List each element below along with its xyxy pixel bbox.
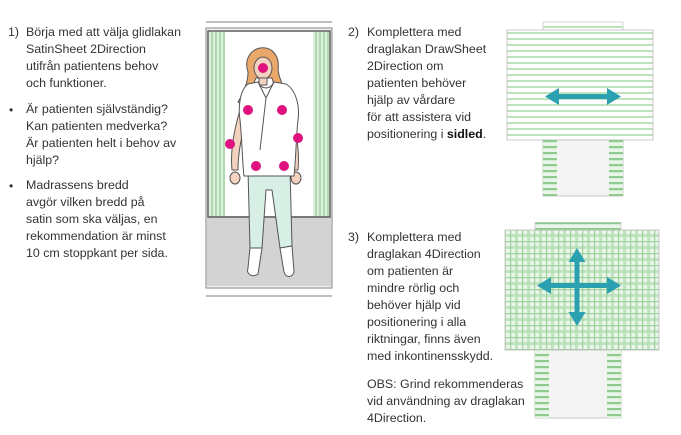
text-fragment: positionering i — [367, 127, 447, 141]
sheet-border-left — [209, 32, 225, 216]
drawsheet — [507, 30, 653, 140]
text-line: Madrassens bredd — [26, 178, 129, 192]
step-3-text — [367, 229, 493, 365]
bed-side-strip — [543, 140, 557, 196]
text-line: Komplettera med — [367, 230, 462, 244]
text-line: avgör vilken bredd på — [26, 195, 145, 209]
text-line-last — [367, 126, 486, 143]
bullet-symbol: • — [9, 103, 14, 117]
bed-illustration — [200, 20, 340, 302]
bed-side-strip — [609, 140, 623, 196]
pressure-point-marker — [251, 161, 261, 171]
step-2-text — [367, 24, 486, 143]
step-3-number: 3) — [348, 230, 360, 244]
text-line: OBS: Grind rekommenderas — [367, 377, 524, 391]
text-line: positionering i alla — [367, 315, 467, 329]
bullet-text — [26, 177, 168, 262]
mattress-lower — [207, 216, 331, 286]
text-line: 10 cm stoppkant per sida. — [26, 246, 168, 260]
text-line: utifrån patientens behov — [26, 59, 159, 73]
text-line: om patienten är — [367, 264, 454, 278]
pressure-point-marker — [258, 63, 268, 73]
text-line: mindre rörlig och — [367, 281, 460, 295]
text-fragment: . — [482, 127, 487, 141]
bullet-symbol: • — [9, 179, 14, 193]
text-line: Är patienten helt i behov av — [26, 136, 177, 150]
text-line: Är patienten självständig? — [26, 102, 168, 116]
bed-side-strip — [607, 350, 621, 418]
text-line: draglakan DrawSheet — [367, 42, 487, 56]
pressure-point-marker — [279, 161, 289, 171]
pressure-point-marker — [225, 139, 235, 149]
text-line: patienten behöver — [367, 76, 467, 90]
step-1-text — [26, 24, 181, 92]
note — [367, 376, 525, 427]
bullet-text — [26, 101, 176, 169]
text-line: hjälp av vårdare — [367, 93, 456, 107]
text-line: Komplettera med — [367, 25, 462, 39]
emphasis-text: sidled — [446, 127, 483, 141]
step-2-number: 2) — [348, 25, 360, 39]
text-line: Börja med att välja glidlakan — [26, 25, 181, 39]
sheet-border-right — [313, 32, 329, 216]
drawsheet-plaid — [505, 230, 659, 350]
text-line: behöver hjälp vid — [367, 298, 461, 312]
text-line: satin som ska väljas, en — [26, 212, 158, 226]
text-line: och funktioner. — [26, 76, 107, 90]
text-line: rekommendation är minst — [26, 229, 166, 243]
text-line: SatinSheet 2Direction — [26, 42, 146, 56]
pressure-point-marker — [293, 133, 303, 143]
text-line: 2Direction om — [367, 59, 444, 73]
drawsheet-2direction-illustration — [505, 20, 655, 200]
text-line: vid användning av draglakan — [367, 394, 525, 408]
pressure-point-marker — [243, 105, 253, 115]
text-line: riktningar, finns även — [367, 332, 481, 346]
text-line: för att assistera vid — [367, 110, 471, 124]
step-1-number: 1) — [8, 25, 20, 39]
drawsheet-4direction-illustration — [503, 222, 663, 422]
text-line: Kan patienten medverka? — [26, 119, 168, 133]
text-line: med inkontinensskydd. — [367, 349, 494, 363]
pressure-point-marker — [277, 105, 287, 115]
text-line: 4Direction. — [367, 411, 427, 425]
text-line: hjälp? — [26, 153, 60, 167]
bed-side-strip — [535, 350, 549, 418]
text-line: draglakan 4Direction — [367, 247, 481, 261]
